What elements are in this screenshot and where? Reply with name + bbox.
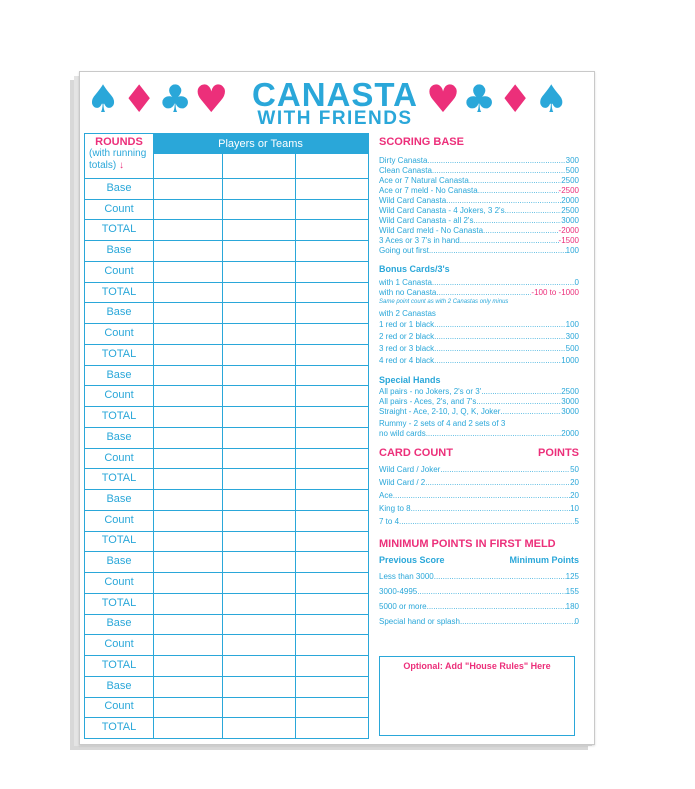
score-table bbox=[84, 133, 369, 739]
special-hands-list bbox=[379, 387, 579, 417]
list-item: 3 red or 3 black ..... 500 bbox=[379, 343, 579, 355]
table-row-divider bbox=[85, 489, 368, 490]
row-label: Base bbox=[106, 244, 132, 257]
scoring-panel bbox=[379, 136, 579, 629]
table-row-divider bbox=[85, 199, 368, 200]
bonus-note: Same point count as with 2 Canastas only minus bbox=[379, 299, 509, 305]
spade-icon: ♠ bbox=[86, 77, 121, 121]
table-row-divider bbox=[85, 468, 368, 469]
list-item: Wild Card meld - No Canasta ..... -2000 bbox=[379, 226, 579, 236]
rummy-line: Rummy - 2 sets of 4 and 2 sets of 3 bbox=[379, 419, 506, 428]
row-label: Count bbox=[104, 700, 134, 713]
pad-title bbox=[240, 78, 430, 128]
list-item: with 1 Canasta ..... 0 bbox=[379, 278, 579, 288]
list-item: no wild cards ..... 2000 bbox=[379, 429, 579, 439]
row-label: TOTAL bbox=[101, 534, 137, 547]
with-2-canastas-label: with 2 Canastas bbox=[379, 309, 436, 318]
table-row-divider bbox=[85, 365, 368, 366]
title-main: CANASTA bbox=[252, 76, 418, 113]
row-label: Base bbox=[106, 306, 132, 319]
minimum-points-heading: MINIMUM POINTS IN FIRST MELD bbox=[379, 538, 556, 550]
row-label: Count bbox=[104, 638, 134, 651]
bonus-cards-list bbox=[379, 319, 579, 367]
list-item: Wild Card Canasta - 4 Jokers, 3 2's ..... 2500 bbox=[379, 206, 579, 216]
row-label: Base bbox=[106, 368, 132, 381]
club-icon: ♣ bbox=[462, 77, 497, 121]
minimum-points-col-heading: Minimum Points bbox=[509, 555, 579, 565]
list-item: with no Canasta ..... -100 to -1000 bbox=[379, 288, 579, 298]
list-item: Ace or 7 meld - No Canasta ..... -2500 bbox=[379, 186, 579, 196]
table-row-divider bbox=[85, 302, 368, 303]
table-row-divider bbox=[85, 655, 368, 656]
scoring-base-heading: SCORING BASE bbox=[379, 136, 464, 148]
table-row-divider bbox=[85, 385, 368, 386]
table-row-divider bbox=[85, 593, 368, 594]
bonus-cards-heading: Bonus Cards/3's bbox=[379, 264, 450, 274]
row-label: Count bbox=[104, 264, 134, 277]
card-count-heading: CARD COUNT bbox=[379, 447, 453, 459]
table-row-divider bbox=[85, 448, 368, 449]
table-row-divider bbox=[85, 282, 368, 283]
list-item: 1 red or 1 black ..... 100 bbox=[379, 319, 579, 331]
table-row-divider bbox=[85, 344, 368, 345]
table-row-divider bbox=[85, 697, 368, 698]
heart-icon: ♥ bbox=[194, 77, 229, 121]
list-item: Special hand or splash ..... 0 bbox=[379, 614, 579, 629]
list-item: 4 red or 4 black ..... 1000 bbox=[379, 355, 579, 367]
row-label: Count bbox=[104, 389, 134, 402]
table-row-divider bbox=[85, 551, 368, 552]
previous-score-heading: Previous Score bbox=[379, 555, 445, 565]
club-icon: ♣ bbox=[158, 77, 193, 121]
list-item: King to 8 ..... 10 bbox=[379, 502, 579, 515]
table-row-divider bbox=[85, 717, 368, 718]
list-item: 2 red or 2 black ..... 300 bbox=[379, 331, 579, 343]
row-label: Count bbox=[104, 575, 134, 588]
table-row-divider bbox=[85, 323, 368, 324]
row-label: Base bbox=[106, 181, 132, 194]
table-row-divider bbox=[85, 531, 368, 532]
list-item: Wild Card Canasta ..... 2000 bbox=[379, 196, 579, 206]
table-row-divider bbox=[85, 406, 368, 407]
row-label: TOTAL bbox=[101, 347, 137, 360]
diamond-icon: ♦ bbox=[122, 77, 157, 121]
spade-icon: ♠ bbox=[534, 77, 569, 121]
rounds-sub1: (with running bbox=[89, 148, 147, 159]
arrow-down-icon: ↓ bbox=[119, 160, 125, 171]
list-item: Straight - Ace, 2-10, J, Q, K, Joker ..... 3000 bbox=[379, 407, 579, 417]
table-row-divider bbox=[85, 178, 368, 179]
row-label: Base bbox=[106, 617, 132, 630]
row-label: TOTAL bbox=[101, 721, 137, 734]
house-rules-label: Optional: Add "House Rules" Here bbox=[403, 661, 551, 671]
rounds-header bbox=[85, 134, 153, 179]
row-label: TOTAL bbox=[101, 658, 137, 671]
list-item: 5000 or more ..... 180 bbox=[379, 599, 579, 614]
row-label: Base bbox=[106, 679, 132, 692]
row-label: Base bbox=[106, 492, 132, 505]
scoring-base-list bbox=[379, 156, 579, 256]
list-item: All pairs - no Jokers, 2's or 3' ..... 2500 bbox=[379, 387, 579, 397]
row-label: TOTAL bbox=[101, 472, 137, 485]
title-sub: WITH FRIENDS bbox=[257, 108, 413, 129]
table-row-divider bbox=[85, 240, 368, 241]
points-heading: POINTS bbox=[538, 447, 579, 459]
row-label: Base bbox=[106, 430, 132, 443]
list-item: Less than 3000 ..... 125 bbox=[379, 569, 579, 584]
right-suits bbox=[426, 77, 569, 121]
score-pad bbox=[79, 71, 595, 745]
table-row-divider bbox=[85, 427, 368, 428]
list-item: Clean Canasta ..... 500 bbox=[379, 166, 579, 176]
row-label: TOTAL bbox=[101, 223, 137, 236]
row-label: Count bbox=[104, 513, 134, 526]
house-rules-box[interactable] bbox=[379, 656, 575, 736]
table-row-divider bbox=[85, 614, 368, 615]
row-label: TOTAL bbox=[101, 596, 137, 609]
column-divider bbox=[295, 154, 296, 738]
row-label: TOTAL bbox=[101, 410, 137, 423]
minimum-points-list bbox=[379, 569, 579, 629]
row-label: Base bbox=[106, 555, 132, 568]
diamond-icon: ♦ bbox=[498, 77, 533, 121]
heart-icon: ♥ bbox=[426, 77, 461, 121]
table-row-divider bbox=[85, 261, 368, 262]
list-item: Wild Card / Joker ..... 50 bbox=[379, 463, 579, 476]
table-row-divider bbox=[85, 634, 368, 635]
list-item: Dirty Canasta ..... 300 bbox=[379, 156, 579, 166]
players-header: Players or Teams bbox=[153, 134, 368, 154]
list-item: Wild Card / 2 ..... 20 bbox=[379, 476, 579, 489]
left-suits bbox=[86, 77, 229, 121]
list-item: 7 to 4 ..... 5 bbox=[379, 515, 579, 528]
row-label: Count bbox=[104, 451, 134, 464]
list-item: 3 Aces or 3 7's in hand ..... -1500 bbox=[379, 236, 579, 246]
rounds-title: ROUNDS bbox=[95, 136, 143, 148]
list-item: All pairs - Aces, 2's, and 7's ..... 3000 bbox=[379, 397, 579, 407]
special-hands-heading: Special Hands bbox=[379, 375, 441, 385]
table-row-divider bbox=[85, 676, 368, 677]
table-row-divider bbox=[85, 510, 368, 511]
list-item: Going out first ..... 100 bbox=[379, 246, 579, 256]
table-row-divider bbox=[85, 572, 368, 573]
rounds-sub2: totals) bbox=[89, 160, 117, 171]
table-row-divider bbox=[85, 219, 368, 220]
list-item: Ace or 7 Natural Canasta ..... 2500 bbox=[379, 176, 579, 186]
list-item: 3000-4995 ..... 155 bbox=[379, 584, 579, 599]
column-divider bbox=[222, 154, 223, 738]
row-label: Count bbox=[104, 327, 134, 340]
card-count-list bbox=[379, 463, 579, 528]
row-label: Count bbox=[104, 202, 134, 215]
list-item: Wild Card Canasta - all 2's ..... 3000 bbox=[379, 216, 579, 226]
row-label: TOTAL bbox=[101, 285, 137, 298]
list-item: Ace ..... 20 bbox=[379, 489, 579, 502]
